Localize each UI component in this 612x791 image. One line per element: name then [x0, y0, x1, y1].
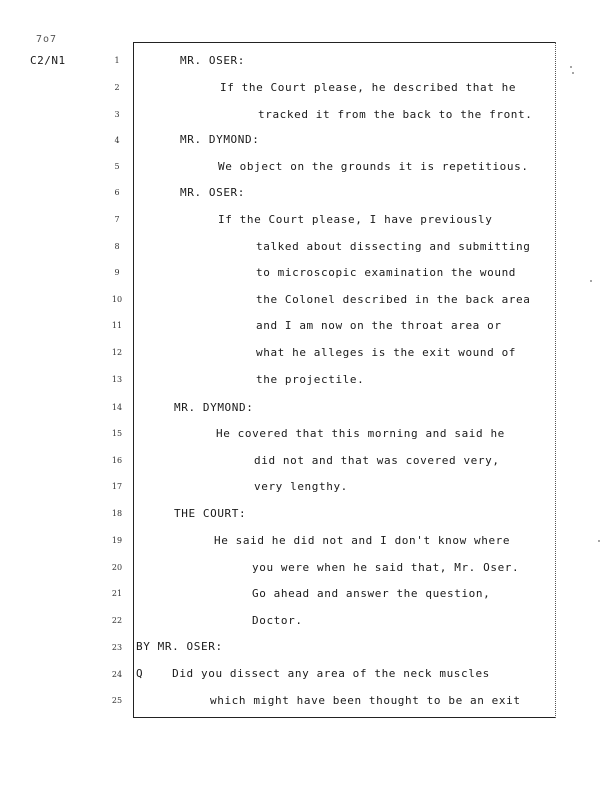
speaker-label: BY MR. OSER: — [136, 640, 223, 653]
line-number: 8 — [114, 242, 120, 251]
question-line: Q Did you dissect any area of the neck muscles — [136, 667, 490, 680]
line-number: 7 — [114, 215, 120, 224]
transcript-frame-right-edge — [555, 42, 556, 718]
line-number: 25 — [111, 696, 123, 705]
speaker-label: MR. OSER: — [180, 54, 246, 67]
transcript-label: C2/N1 — [30, 54, 66, 67]
transcript-line: you were when he said that, Mr. Oser. — [252, 561, 520, 574]
line-number: 15 — [111, 429, 123, 438]
line-number: 12 — [111, 348, 123, 357]
transcript-line: and I am now on the throat area or — [256, 319, 502, 332]
line-number: 10 — [111, 295, 123, 304]
scan-speck — [572, 72, 574, 74]
speaker-label: MR. OSER: — [180, 186, 246, 199]
line-number: 24 — [111, 670, 123, 679]
line-number: 18 — [111, 509, 123, 518]
line-number: 4 — [114, 136, 120, 145]
scan-speck — [590, 280, 592, 282]
line-number: 9 — [114, 268, 120, 277]
scan-speck — [598, 540, 600, 542]
page-number: 7o7 — [36, 34, 58, 45]
transcript-line: which might have been thought to be an exit — [210, 694, 521, 707]
line-number: 1 — [114, 56, 120, 65]
speaker-label: MR. DYMOND: — [180, 133, 260, 146]
line-number: 19 — [111, 536, 123, 545]
line-number: 2 — [114, 83, 120, 92]
line-number: 11 — [111, 321, 123, 330]
transcript-line: If the Court please, he described that he — [220, 81, 517, 94]
line-number: 23 — [111, 643, 123, 652]
transcript-line: If the Court please, I have previously — [218, 213, 493, 226]
line-number: 16 — [111, 456, 123, 465]
line-number: 6 — [114, 188, 120, 197]
line-number: 21 — [111, 589, 123, 598]
transcript-line: what he alleges is the exit wound of — [256, 346, 517, 359]
transcript-line: the Colonel described in the back area — [256, 293, 531, 306]
scan-speck — [570, 66, 572, 68]
transcript-line: He covered that this morning and said he — [216, 427, 505, 440]
speaker-label: THE COURT: — [174, 507, 247, 520]
transcript-line: Doctor. — [252, 614, 303, 627]
transcript-line: very lengthy. — [254, 480, 348, 493]
transcript-line: to microscopic examination the wound — [256, 266, 517, 279]
transcript-line: did not and that was covered very, — [254, 454, 500, 467]
line-number: 20 — [111, 563, 123, 572]
line-number: 17 — [111, 482, 123, 491]
transcript-line: the projectile. — [256, 373, 365, 386]
transcript-line: tracked it from the back to the front. — [258, 108, 533, 121]
line-number: 13 — [111, 375, 123, 384]
transcript-line: He said he did not and I don't know where — [214, 534, 511, 547]
transcript-line: Go ahead and answer the question, — [252, 587, 491, 600]
line-number: 3 — [114, 110, 120, 119]
line-number: 22 — [111, 616, 123, 625]
line-number: 5 — [114, 162, 120, 171]
line-number: 14 — [111, 403, 123, 412]
transcript-line: We object on the grounds it is repetitious. — [218, 160, 529, 173]
transcript-line: talked about dissecting and submitting — [256, 240, 531, 253]
speaker-label: MR. DYMOND: — [174, 401, 254, 414]
